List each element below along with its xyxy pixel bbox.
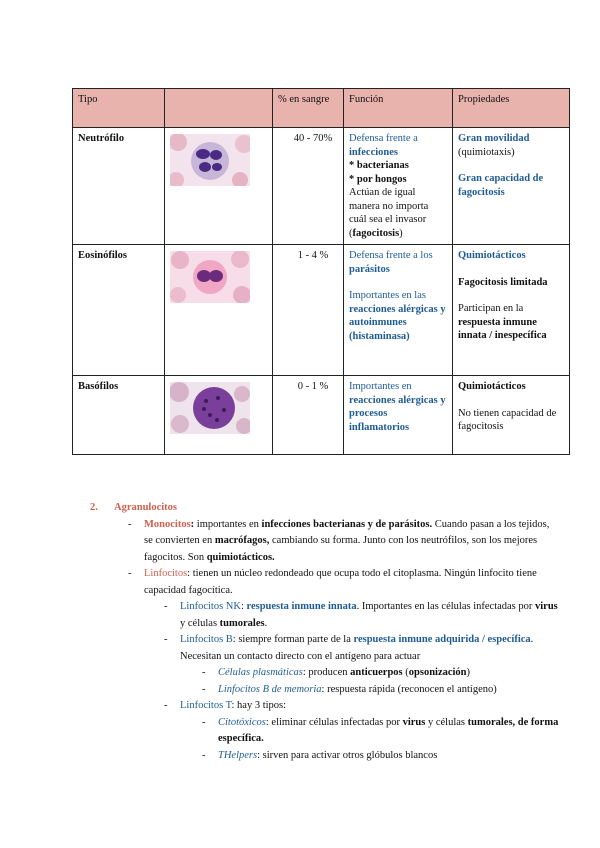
prop-keyword: Gran capacidad de fagocitosis <box>458 173 544 198</box>
cell-pct <box>273 128 344 245</box>
list-item-plasmaticas <box>218 665 560 682</box>
funcion-line: Importantes en las <box>349 290 426 301</box>
text: : <box>240 601 247 612</box>
cell-name <box>73 245 165 376</box>
pct-value: 1 - 4 % <box>297 250 329 261</box>
cell-propiedades <box>453 376 570 455</box>
header-imagen <box>165 89 273 128</box>
text: cambiando su forma. Junto con los neutrófilos, son los mejores fagocitos. Son <box>144 535 538 563</box>
text: : tienen un núcleo redondeado que ocupa todo el citoplasma. Ningún linfocito tiene capacidad fagocítica. <box>144 568 537 596</box>
table-row <box>73 245 570 376</box>
section-title: Agranulocitos <box>114 502 177 513</box>
funcion-line: parásitos <box>349 263 390 275</box>
header-propiedades: Propiedades <box>453 89 570 128</box>
funcion-line: * por hongos <box>349 173 407 185</box>
list-item-monocitos <box>144 517 560 567</box>
term-thelpers: THelpers <box>218 749 258 761</box>
prop-keyword: Fagocitosis limitada <box>458 276 548 288</box>
term-citotoxicos: Citotóxicos <box>218 716 266 728</box>
keyword: tumorales <box>219 617 265 629</box>
keyword: infecciones bacterianas y de parásitos. <box>261 518 433 530</box>
text: : siempre forman parte de la <box>232 634 354 645</box>
eosinophil-micrograph-icon <box>170 251 250 303</box>
pct-value: 40 - 70% <box>293 133 333 144</box>
text: importantes en <box>194 518 262 530</box>
term-b: Linfocitos B <box>180 634 233 645</box>
term-monocitos: Monocitos <box>144 518 191 530</box>
table-row <box>73 128 570 245</box>
cell-propiedades <box>453 128 570 245</box>
cell-funcion <box>344 128 453 245</box>
funcion-line: Defensa frente a los <box>349 250 433 261</box>
text: y células <box>425 716 468 728</box>
pct-value: 0 - 1 % <box>297 381 329 392</box>
section-heading <box>90 500 560 517</box>
text: ) <box>466 667 471 678</box>
cell-funcion <box>344 245 453 376</box>
prop-text: (quimiotaxis) <box>458 146 515 158</box>
section-number: 2. <box>90 502 98 513</box>
neutrophil-micrograph-icon <box>170 134 250 186</box>
agranulocitos-list <box>144 517 560 600</box>
funcion-line: Defensa frente a <box>349 133 418 144</box>
term-nk: Linfocitos NK <box>180 601 241 612</box>
cell-pct <box>273 245 344 376</box>
list-item-thelpers <box>218 748 560 765</box>
term-memoria: Linfocitos B de memoria <box>218 683 322 695</box>
term-t: Linfocitos T <box>180 700 232 711</box>
keyword: anticuerpos <box>350 667 403 678</box>
funcion-line: Actúan de igual manera no importa cuál sea el invasor ( <box>349 187 429 239</box>
funcion-keyword: fagocitosis <box>352 227 400 239</box>
linfocitos-b-list <box>218 665 560 698</box>
table-row <box>73 376 570 455</box>
agranulocitos-section <box>90 500 560 764</box>
list-item-b <box>180 632 560 665</box>
prop-paragraph <box>458 132 564 159</box>
header-tipo: Tipo <box>73 89 165 128</box>
cell-name <box>73 376 165 455</box>
funcion-line: * bacterianas <box>349 160 409 171</box>
cell-image <box>165 128 273 245</box>
funcion-line: ) <box>399 227 403 239</box>
cell-type-name: Neutrófilo <box>78 133 125 144</box>
funcion-line: reacciones alérgicas y procesos inflamatorios <box>349 394 446 433</box>
list-item-linfocitos <box>144 566 560 599</box>
funcion-line: reacciones alérgicas y autoinmunes (histaminasa) <box>349 303 446 342</box>
prop-keyword: Gran movilidad <box>458 133 530 144</box>
funcion-line: Importantes en <box>349 381 412 392</box>
leukocyte-table <box>72 88 570 455</box>
basophil-micrograph-icon <box>170 382 250 434</box>
keyword: opsonización <box>408 667 467 678</box>
list-item-memoria <box>218 682 560 699</box>
prop-keyword: Quimiotácticos <box>458 381 526 392</box>
prop-paragraph <box>458 172 564 199</box>
term-plasmaticas: Células plasmáticas <box>218 667 303 678</box>
prop-paragraph <box>458 380 564 394</box>
text: : respuesta rápida (reconocen el antígeno) <box>321 683 497 695</box>
prop-keyword: respuesta inmune innata / inespecífica <box>458 316 547 341</box>
text: . Necesitan un contacto directo con el antígeno para actuar <box>180 634 534 662</box>
text: . Importantes en las células infectadas por <box>356 601 536 612</box>
list-item-nk <box>180 599 560 632</box>
cell-image <box>165 376 273 455</box>
text: : producen <box>302 667 351 678</box>
keyword: virus <box>402 716 426 728</box>
prop-paragraph <box>458 249 564 263</box>
header-funcion: Función <box>344 89 453 128</box>
keyword: respuesta inmune innata <box>246 601 357 612</box>
linfocitos-t-list-parent <box>180 698 560 715</box>
cell-image <box>165 245 273 376</box>
keyword: quimiotácticos. <box>206 551 275 563</box>
table-header-row <box>73 89 570 128</box>
keyword: tumorales, de forma específica. <box>218 716 559 744</box>
prop-text: Participan en la <box>458 303 524 314</box>
keyword: macrófagos, <box>214 535 270 546</box>
cell-funcion <box>344 376 453 455</box>
text: : hay 3 tipos: <box>231 700 287 711</box>
text: : sirven para activar otros glóbulos blancos <box>257 749 438 761</box>
prop-keyword: Quimiotácticos <box>458 250 526 261</box>
list-item-citotoxicos <box>218 715 560 748</box>
header-sangre: % en sangre <box>273 89 344 128</box>
prop-paragraph <box>458 276 564 290</box>
list-item-t <box>180 698 560 715</box>
prop-text: No tienen capacidad de fagocitosis <box>458 407 557 432</box>
keyword: virus <box>535 601 558 612</box>
funcion-paragraph <box>349 249 447 276</box>
term-linfocitos: Linfocitos <box>144 568 188 579</box>
text: ( <box>402 667 409 678</box>
prop-paragraph <box>458 407 564 434</box>
cell-type-name: Eosinófilos <box>78 250 128 261</box>
text: Cuando pasan a los tejidos, se convierten en <box>144 518 550 546</box>
text: : eliminar células infectadas por <box>265 716 403 728</box>
text: . <box>264 617 268 629</box>
linfocitos-list <box>180 599 560 665</box>
linfocitos-t-list <box>218 715 560 765</box>
funcion-line: infecciones <box>349 146 398 158</box>
cell-propiedades <box>453 245 570 376</box>
text: y células <box>180 617 220 629</box>
funcion-paragraph <box>349 289 447 343</box>
cell-type-name: Basófilos <box>78 381 119 392</box>
keyword: respuesta inmune adquirida / específica <box>353 634 531 645</box>
cell-pct <box>273 376 344 455</box>
colon: : <box>190 518 195 530</box>
cell-name <box>73 128 165 245</box>
prop-paragraph <box>458 302 564 343</box>
